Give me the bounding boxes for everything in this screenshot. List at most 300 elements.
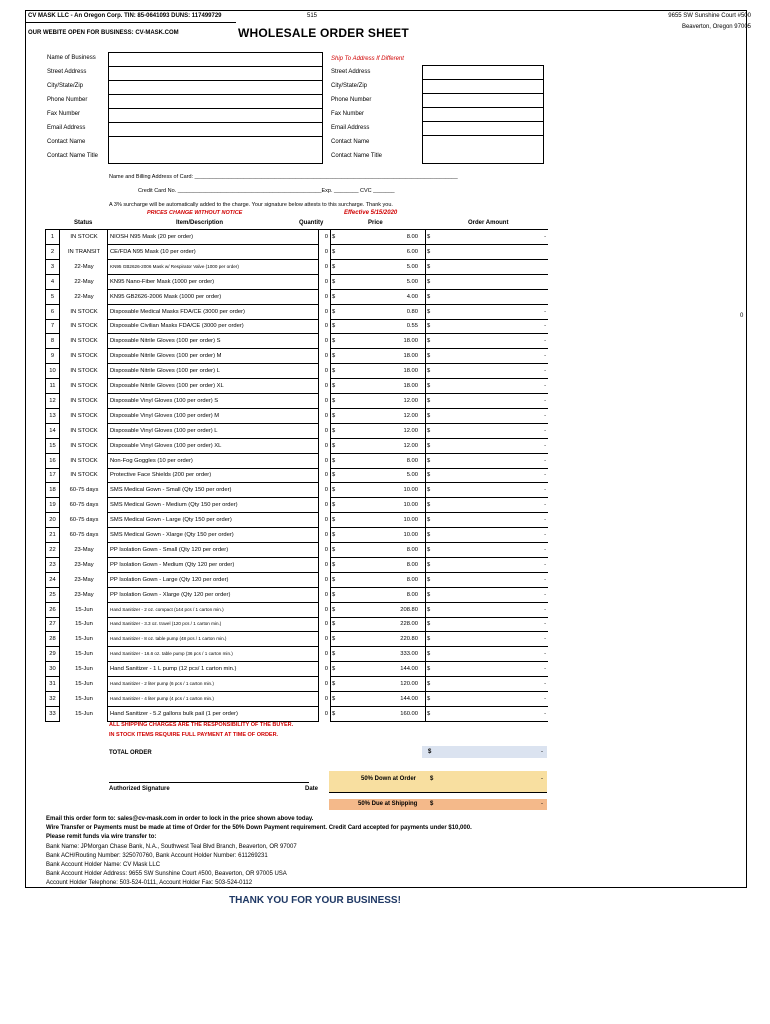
row-amount-currency: $ (427, 561, 431, 568)
row-status: 15-Jun (75, 695, 93, 702)
table-row (26, 334, 748, 349)
row-number: 17 (45, 468, 60, 483)
row-item: Disposable Vinyl Gloves (100 per order) M (107, 409, 319, 424)
row-amount-currency: $ (427, 234, 431, 240)
row-amount: - (544, 427, 546, 434)
row-price: 120.00 (400, 681, 418, 687)
row-number: 22 (45, 543, 60, 558)
row-price-currency: $ (332, 591, 336, 598)
col-status: Status (74, 220, 93, 226)
row-number: 32 (45, 692, 60, 707)
order-sheet (25, 10, 751, 888)
row-amount-currency: $ (427, 621, 431, 628)
address-line-2: Beaverton, Oregon 97005 (681, 24, 751, 30)
ship-to-label: Email Address (331, 125, 370, 131)
row-quantity[interactable]: 0 (324, 427, 328, 434)
table-row (26, 305, 748, 320)
row-amount-currency: $ (427, 338, 431, 345)
row-item: Hand Sanitizer - 5.2 gallons bulk pail (1 per order) (107, 707, 319, 722)
row-item: Disposable Nitrile Gloves (100 per order) L (107, 364, 319, 379)
row-amount-currency: $ (427, 248, 431, 255)
table-row (26, 319, 748, 334)
row-amount-currency: $ (427, 442, 431, 449)
row-amount: - (544, 606, 546, 613)
row-item: Hand Sanitizer - 2 liter pump (6 pcs / 1 carton min.) (107, 677, 319, 692)
row-amount: - (544, 323, 546, 330)
address-line-1: 9655 SW Sunshine Court #500 (668, 13, 751, 19)
ship-value: - (541, 801, 543, 807)
row-quantity[interactable]: 0 (324, 472, 328, 479)
row-price: 12.00 (403, 442, 418, 449)
row-amount: - (544, 383, 546, 389)
row-status: IN STOCK (70, 427, 98, 434)
row-quantity[interactable]: 0 (324, 248, 328, 255)
row-amount-currency: $ (427, 308, 431, 315)
card-number-line: Credit Card No. _______________________________________________Exp. ________ CVC _______ (138, 188, 395, 194)
row-price-currency: $ (332, 412, 336, 419)
table-row (26, 349, 748, 364)
row-number: 24 (45, 573, 60, 588)
row-amount-currency: $ (427, 457, 431, 464)
row-price-currency: $ (332, 546, 336, 553)
row-amount-currency: $ (427, 368, 431, 375)
table-row (26, 707, 748, 722)
footer-line: Bank ACH/Routing Number: 325070760, Bank Account Holder Number: 611269231 (46, 852, 268, 859)
row-status: 23-May (74, 576, 94, 583)
row-price: 8.00 (406, 591, 418, 598)
ship-to-heading: Ship To Address If Different (331, 56, 404, 62)
table-row (26, 603, 748, 618)
row-number: 6 (45, 305, 60, 320)
bill-to-label: Phone Number (47, 97, 88, 103)
row-amount: - (544, 576, 546, 583)
row-item: KN95 GB2626-2006 Mask (1000 per order) (107, 290, 319, 305)
row-amount: - (544, 368, 546, 375)
row-price: 0.55 (406, 323, 418, 330)
row-status: IN STOCK (70, 442, 98, 449)
row-amount-currency: $ (427, 353, 431, 360)
row-number: 14 (45, 424, 60, 439)
row-quantity[interactable]: 0 (324, 263, 328, 270)
row-amount: - (544, 472, 546, 479)
row-status: 60-75 days (69, 532, 99, 538)
row-amount-currency: $ (427, 695, 431, 702)
header-rule (26, 22, 236, 23)
row-quantity[interactable]: 0 (324, 606, 328, 613)
row-price: 220.80 (400, 636, 418, 643)
row-status: IN STOCK (70, 412, 98, 419)
row-price-currency: $ (332, 695, 336, 702)
row-quantity[interactable]: 0 (324, 517, 328, 524)
footer-line: Email this order form to: sales@cv-mask.com in order to lock in the price shown above today. (46, 816, 314, 822)
row-price: 10.00 (403, 502, 418, 509)
ship-to-label: Contact Name Title (331, 153, 383, 159)
row-amount: - (544, 412, 546, 419)
shipping-payment-cell (329, 799, 547, 810)
row-quantity[interactable]: 0 (324, 412, 328, 419)
down-value: - (541, 776, 543, 782)
row-quantity[interactable]: 0 (324, 323, 328, 330)
row-item: Disposable Vinyl Gloves (100 per order) L (107, 424, 319, 439)
row-quantity[interactable]: 0 (324, 397, 328, 404)
footer-line: Account Holder Telephone: 503-524-0111, Account Holder Fax: 503-524-0112 (46, 880, 253, 887)
bill-to-box[interactable] (108, 52, 323, 164)
table-row (26, 573, 748, 588)
row-item: NIOSH N95 Mask (20 per order) (107, 230, 319, 245)
row-amount: - (544, 532, 546, 538)
row-status: 15-Jun (75, 666, 93, 673)
row-item: Disposable Nitrile Gloves (100 per order) M (107, 349, 319, 364)
row-amount: - (544, 636, 546, 643)
footer-line: Bank Account Holder Address: 9655 SW Sunshine Court #500, Beaverton, OR 97005 USA (46, 871, 287, 878)
row-price-currency: $ (332, 532, 336, 538)
row-quantity[interactable]: 0 (324, 651, 328, 658)
table-row (26, 543, 748, 558)
row-status: IN STOCK (70, 308, 98, 315)
table-row (26, 558, 748, 573)
row-status: IN STOCK (70, 457, 98, 464)
row-price-currency: $ (332, 278, 336, 285)
total-currency: $ (428, 749, 432, 755)
row-item: Hand Sanitizer - 1 L pump (12 pcs/ 1 carton min.) (107, 662, 319, 677)
row-amount-currency: $ (427, 651, 431, 658)
row-price-currency: $ (332, 248, 336, 255)
row-item: Hand Sanitizer - 3.3 oz. travel (120 pcs / 1 carton min.) (107, 617, 319, 632)
row-quantity[interactable]: 0 (324, 591, 328, 598)
row-price-currency: $ (332, 487, 336, 494)
row-price-currency: $ (332, 681, 336, 687)
row-number: 16 (45, 454, 60, 469)
row-item: KN95 Nano-Fiber Mask (1000 per order) (107, 275, 319, 290)
row-number: 30 (45, 662, 60, 677)
table-row (26, 662, 748, 677)
row-amount-currency: $ (427, 591, 431, 598)
row-price: 18.00 (403, 383, 418, 389)
row-price-currency: $ (332, 710, 336, 717)
row-item: SMS Medical Gown - Large (Qty 150 per order) (107, 513, 319, 528)
row-price-currency: $ (332, 561, 336, 568)
row-price-currency: $ (332, 383, 336, 389)
row-price: 12.00 (403, 412, 418, 419)
row-number: 9 (45, 349, 60, 364)
row-status: IN TRANSIT (67, 248, 101, 255)
row-amount: - (544, 651, 546, 658)
row-status: IN STOCK (70, 368, 98, 375)
row-item: SMS Medical Gown - Small (Qty 150 per order) (107, 483, 319, 498)
row-quantity[interactable]: 0 (324, 576, 328, 583)
row-item: CE/FDA N95 Mask (10 per order) (107, 245, 319, 260)
row-price-currency: $ (332, 323, 336, 330)
row-number: 29 (45, 647, 60, 662)
row-amount-currency: $ (427, 323, 431, 330)
row-amount: - (544, 546, 546, 553)
row-status: 22-May (74, 293, 94, 300)
row-price-currency: $ (332, 651, 336, 658)
row-status: 60-75 days (69, 487, 99, 494)
row-price-currency: $ (332, 502, 336, 509)
row-quantity[interactable]: 0 (324, 308, 328, 315)
row-amount: - (544, 308, 546, 315)
table-row (26, 498, 748, 513)
row-amount: - (544, 353, 546, 360)
row-item: PP Isolation Gown - Medium (Qty 120 per order) (107, 558, 319, 573)
row-status: 15-Jun (75, 651, 93, 658)
row-price: 10.00 (403, 487, 418, 494)
row-number: 33 (45, 707, 60, 722)
row-number: 28 (45, 632, 60, 647)
row-quantity[interactable]: 0 (324, 636, 328, 643)
row-quantity[interactable]: 0 (324, 666, 328, 673)
row-price-currency: $ (332, 308, 336, 315)
ship-to-label: City/State/Zip (331, 83, 368, 89)
row-quantity[interactable]: 0 (324, 621, 328, 628)
row-amount: - (544, 457, 546, 464)
row-price-currency: $ (332, 397, 336, 404)
table-row (26, 409, 748, 424)
row-price: 333.00 (400, 651, 418, 658)
row-quantity[interactable]: 0 (324, 532, 328, 538)
row-item: Disposable Vinyl Gloves (100 per order) XL (107, 439, 319, 454)
card-billing-line: Name and Billing Address of Card: ______________________________________________________________________________________ (109, 174, 458, 180)
row-number: 13 (45, 409, 60, 424)
thank-you-message: THANK YOU FOR YOUR BUSINESS! (229, 895, 401, 906)
row-number: 21 (45, 528, 60, 543)
row-item: SMS Medical Gown - Xlarge (Qty 150 per order) (107, 528, 319, 543)
row-item: Hand Sanitizer - 8 oz. table pump (48 pcs / 1 carton min.) (107, 632, 319, 647)
table-row (26, 588, 748, 603)
row-amount-currency: $ (427, 472, 431, 479)
row-price: 10.00 (403, 517, 418, 524)
row-price: 8.00 (406, 561, 418, 568)
row-price-currency: $ (332, 457, 336, 464)
row-item: PP Isolation Gown - Large (Qty 120 per order) (107, 573, 319, 588)
row-quantity[interactable]: 0 (324, 338, 328, 345)
price-change-note: PRICES CHANGE WITHOUT NOTICE (147, 210, 243, 216)
row-status: IN STOCK (70, 397, 98, 404)
table-row (26, 454, 748, 469)
row-price-currency: $ (332, 293, 336, 300)
row-price-currency: $ (332, 338, 336, 345)
effective-date: Effective 5/15/2020 (344, 210, 398, 216)
table-row (26, 394, 748, 409)
row-amount-currency: $ (427, 427, 431, 434)
table-row (26, 677, 748, 692)
row-quantity[interactable]: 0 (324, 383, 328, 389)
table-row (26, 483, 748, 498)
page-code: 515 (307, 13, 318, 19)
row-quantity[interactable]: 0 (324, 502, 328, 509)
row-amount-currency: $ (427, 636, 431, 643)
row-price: 8.00 (406, 234, 418, 240)
row-item: SMS Medical Gown - Medium (Qty 150 per order) (107, 498, 319, 513)
row-amount-currency: $ (427, 397, 431, 404)
page-title: WHOLESALE ORDER SHEET (238, 26, 409, 40)
row-number: 3 (45, 260, 60, 275)
row-number: 4 (45, 275, 60, 290)
row-price: 5.00 (406, 278, 418, 285)
bill-to-label: Name of Business (47, 55, 96, 61)
signature-line[interactable] (109, 782, 309, 783)
row-amount: - (544, 502, 546, 509)
row-number: 12 (45, 394, 60, 409)
row-amount-currency: $ (427, 517, 431, 524)
row-amount-currency: $ (427, 293, 431, 300)
row-amount-currency: $ (427, 681, 431, 687)
row-number: 2 (45, 245, 60, 260)
row-item: Disposable Civilian Masks FDA/CE (3000 per order) (107, 319, 319, 334)
row-price: 18.00 (403, 368, 418, 375)
bill-to-label: City/State/Zip (47, 83, 84, 89)
row-item: KN95 GB2626-2006 Mask w/ Respirator Valve (1000 per order) (107, 260, 319, 275)
row-price: 160.00 (400, 710, 418, 717)
row-amount: - (544, 517, 546, 524)
row-status: 22-May (74, 263, 94, 270)
row-price-currency: $ (332, 263, 336, 270)
row-amount-rule (426, 721, 548, 722)
row-status: IN STOCK (70, 472, 98, 479)
row-number: 7 (45, 319, 60, 334)
row-quantity[interactable]: 0 (324, 695, 328, 702)
row-amount-currency: $ (427, 666, 431, 673)
row-price-currency: $ (332, 427, 336, 434)
table-row (26, 364, 748, 379)
row-status: 15-Jun (75, 681, 93, 687)
down-currency: $ (430, 776, 434, 782)
row-amount: - (544, 695, 546, 702)
row-item: Hand Sanitizer - 16.6 oz. table pump (36 pcs / 1 carton min.) (107, 647, 319, 662)
row-status: 15-Jun (75, 621, 93, 628)
row-amount-currency: $ (427, 263, 431, 270)
row-price: 12.00 (403, 427, 418, 434)
row-number: 11 (45, 379, 60, 394)
row-quantity[interactable]: 0 (324, 681, 328, 687)
row-amount-currency: $ (427, 502, 431, 509)
footer-line: Wire Transfer or Payments must be made at time of Order for the 50% Down Payment requirement. Credit Card accepted for payments under $10,000. (46, 825, 472, 832)
row-price: 144.00 (400, 695, 418, 702)
row-price-currency: $ (332, 442, 336, 449)
row-status: 15-Jun (75, 606, 93, 613)
col-amount: Order Amount (468, 220, 509, 226)
table-row (26, 379, 748, 394)
row-amount: - (544, 681, 546, 687)
row-price: 5.00 (406, 472, 418, 479)
row-status: 23-May (74, 561, 94, 568)
row-amount-currency: $ (427, 383, 431, 389)
row-amount: - (544, 338, 546, 345)
row-quantity[interactable]: 0 (324, 442, 328, 449)
row-price: 18.00 (403, 338, 418, 345)
row-price-currency: $ (332, 234, 336, 240)
row-item: PP Isolation Gown - Xlarge (Qty 120 per order) (107, 588, 319, 603)
bill-to-label: Contact Name (47, 139, 86, 145)
ship-to-box[interactable] (422, 65, 544, 164)
row-status: 15-Jun (75, 636, 93, 643)
row-status: IN STOCK (70, 234, 98, 240)
in-stock-note: IN STOCK ITEMS REQUIRE FULL PAYMENT AT TIME OF ORDER. (109, 732, 279, 738)
row-price: 228.00 (400, 621, 418, 628)
row-quantity[interactable]: 0 (324, 457, 328, 464)
row-status: 60-75 days (69, 517, 99, 524)
row-number: 5 (45, 290, 60, 305)
ship-currency: $ (430, 801, 434, 807)
row-amount: - (544, 487, 546, 494)
table-row (26, 245, 748, 260)
row-number: 31 (45, 677, 60, 692)
row-quantity[interactable]: 0 (324, 278, 328, 285)
row-amount: - (544, 621, 546, 628)
row-number: 26 (45, 603, 60, 618)
row-amount: - (544, 442, 546, 449)
row-price: 4.00 (406, 293, 418, 300)
bill-to-label: Contact Name Title (47, 153, 99, 159)
row-quantity[interactable]: 0 (324, 710, 328, 717)
total-label: TOTAL ORDER (109, 750, 152, 756)
row-quantity[interactable]: 0 (324, 368, 328, 375)
table-row (26, 290, 748, 305)
row-price: 5.00 (406, 263, 418, 270)
company-line: CV MASK LLC - An Oregon Corp. TIN: 85-0641093 DUNS: 117499729 (28, 13, 222, 19)
table-row (26, 439, 748, 454)
row-status: 23-May (74, 546, 94, 553)
surcharge-note: A 3% surcharge will be automatically added to the charge. Your signature below attests to this surcharge. Thank you. (109, 202, 393, 208)
row-price: 12.00 (403, 397, 418, 404)
row-quantity[interactable]: 0 (324, 546, 328, 553)
row-price: 144.00 (400, 666, 418, 673)
table-row (26, 230, 748, 245)
row-quantity[interactable]: 0 (324, 353, 328, 360)
row-price-currency: $ (332, 517, 336, 524)
shipping-note: ALL SHIPPING CHARGES ARE THE RESPONSIBILITY OF THE BUYER. (109, 722, 294, 728)
table-row (26, 617, 748, 632)
down-payment-cell (329, 771, 547, 792)
bill-to-label: Fax Number (47, 111, 81, 117)
ship-label: 50% Due at Shipping (358, 801, 418, 807)
row-number: 15 (45, 439, 60, 454)
ship-to-label: Fax Number (331, 111, 365, 117)
row-item: Disposable Medical Masks FDA/CE (3000 per order) (107, 305, 319, 320)
row-price-currency: $ (332, 353, 336, 360)
total-cell (422, 746, 547, 758)
table-row (26, 632, 748, 647)
row-quantity[interactable]: 0 (324, 487, 328, 494)
row-status: IN STOCK (70, 338, 98, 345)
row-price-currency: $ (332, 368, 336, 375)
row-status: IN STOCK (70, 383, 98, 389)
row-amount-currency: $ (427, 606, 431, 613)
row-price: 10.00 (403, 532, 418, 538)
row-quantity[interactable]: 0 (324, 234, 328, 240)
row-number: 1 (45, 230, 60, 245)
row-amount-currency: $ (427, 710, 431, 717)
row-quantity[interactable]: 0 (324, 293, 328, 300)
row-quantity[interactable]: 0 (324, 561, 328, 568)
row-status: IN STOCK (70, 323, 98, 330)
row-amount-currency: $ (427, 487, 431, 494)
row-amount: - (544, 591, 546, 598)
table-row (26, 275, 748, 290)
row-price: 208.80 (400, 606, 418, 613)
col-item: Item/Description (176, 220, 224, 226)
footer-line: Bank Account Holder Name: CV Mask LLC (46, 862, 161, 868)
row-price-currency: $ (332, 606, 336, 613)
row-item: Protective Face Shields (200 per order) (107, 468, 319, 483)
col-price: Price (368, 220, 383, 226)
website-line: OUR WEBITE OPEN FOR BUSINESS: CV-MASK.COM (28, 30, 179, 36)
row-number: 25 (45, 588, 60, 603)
row-status: 22-May (74, 278, 94, 285)
row-amount-currency: $ (427, 576, 431, 583)
row-status: 60-75 days (69, 502, 99, 509)
